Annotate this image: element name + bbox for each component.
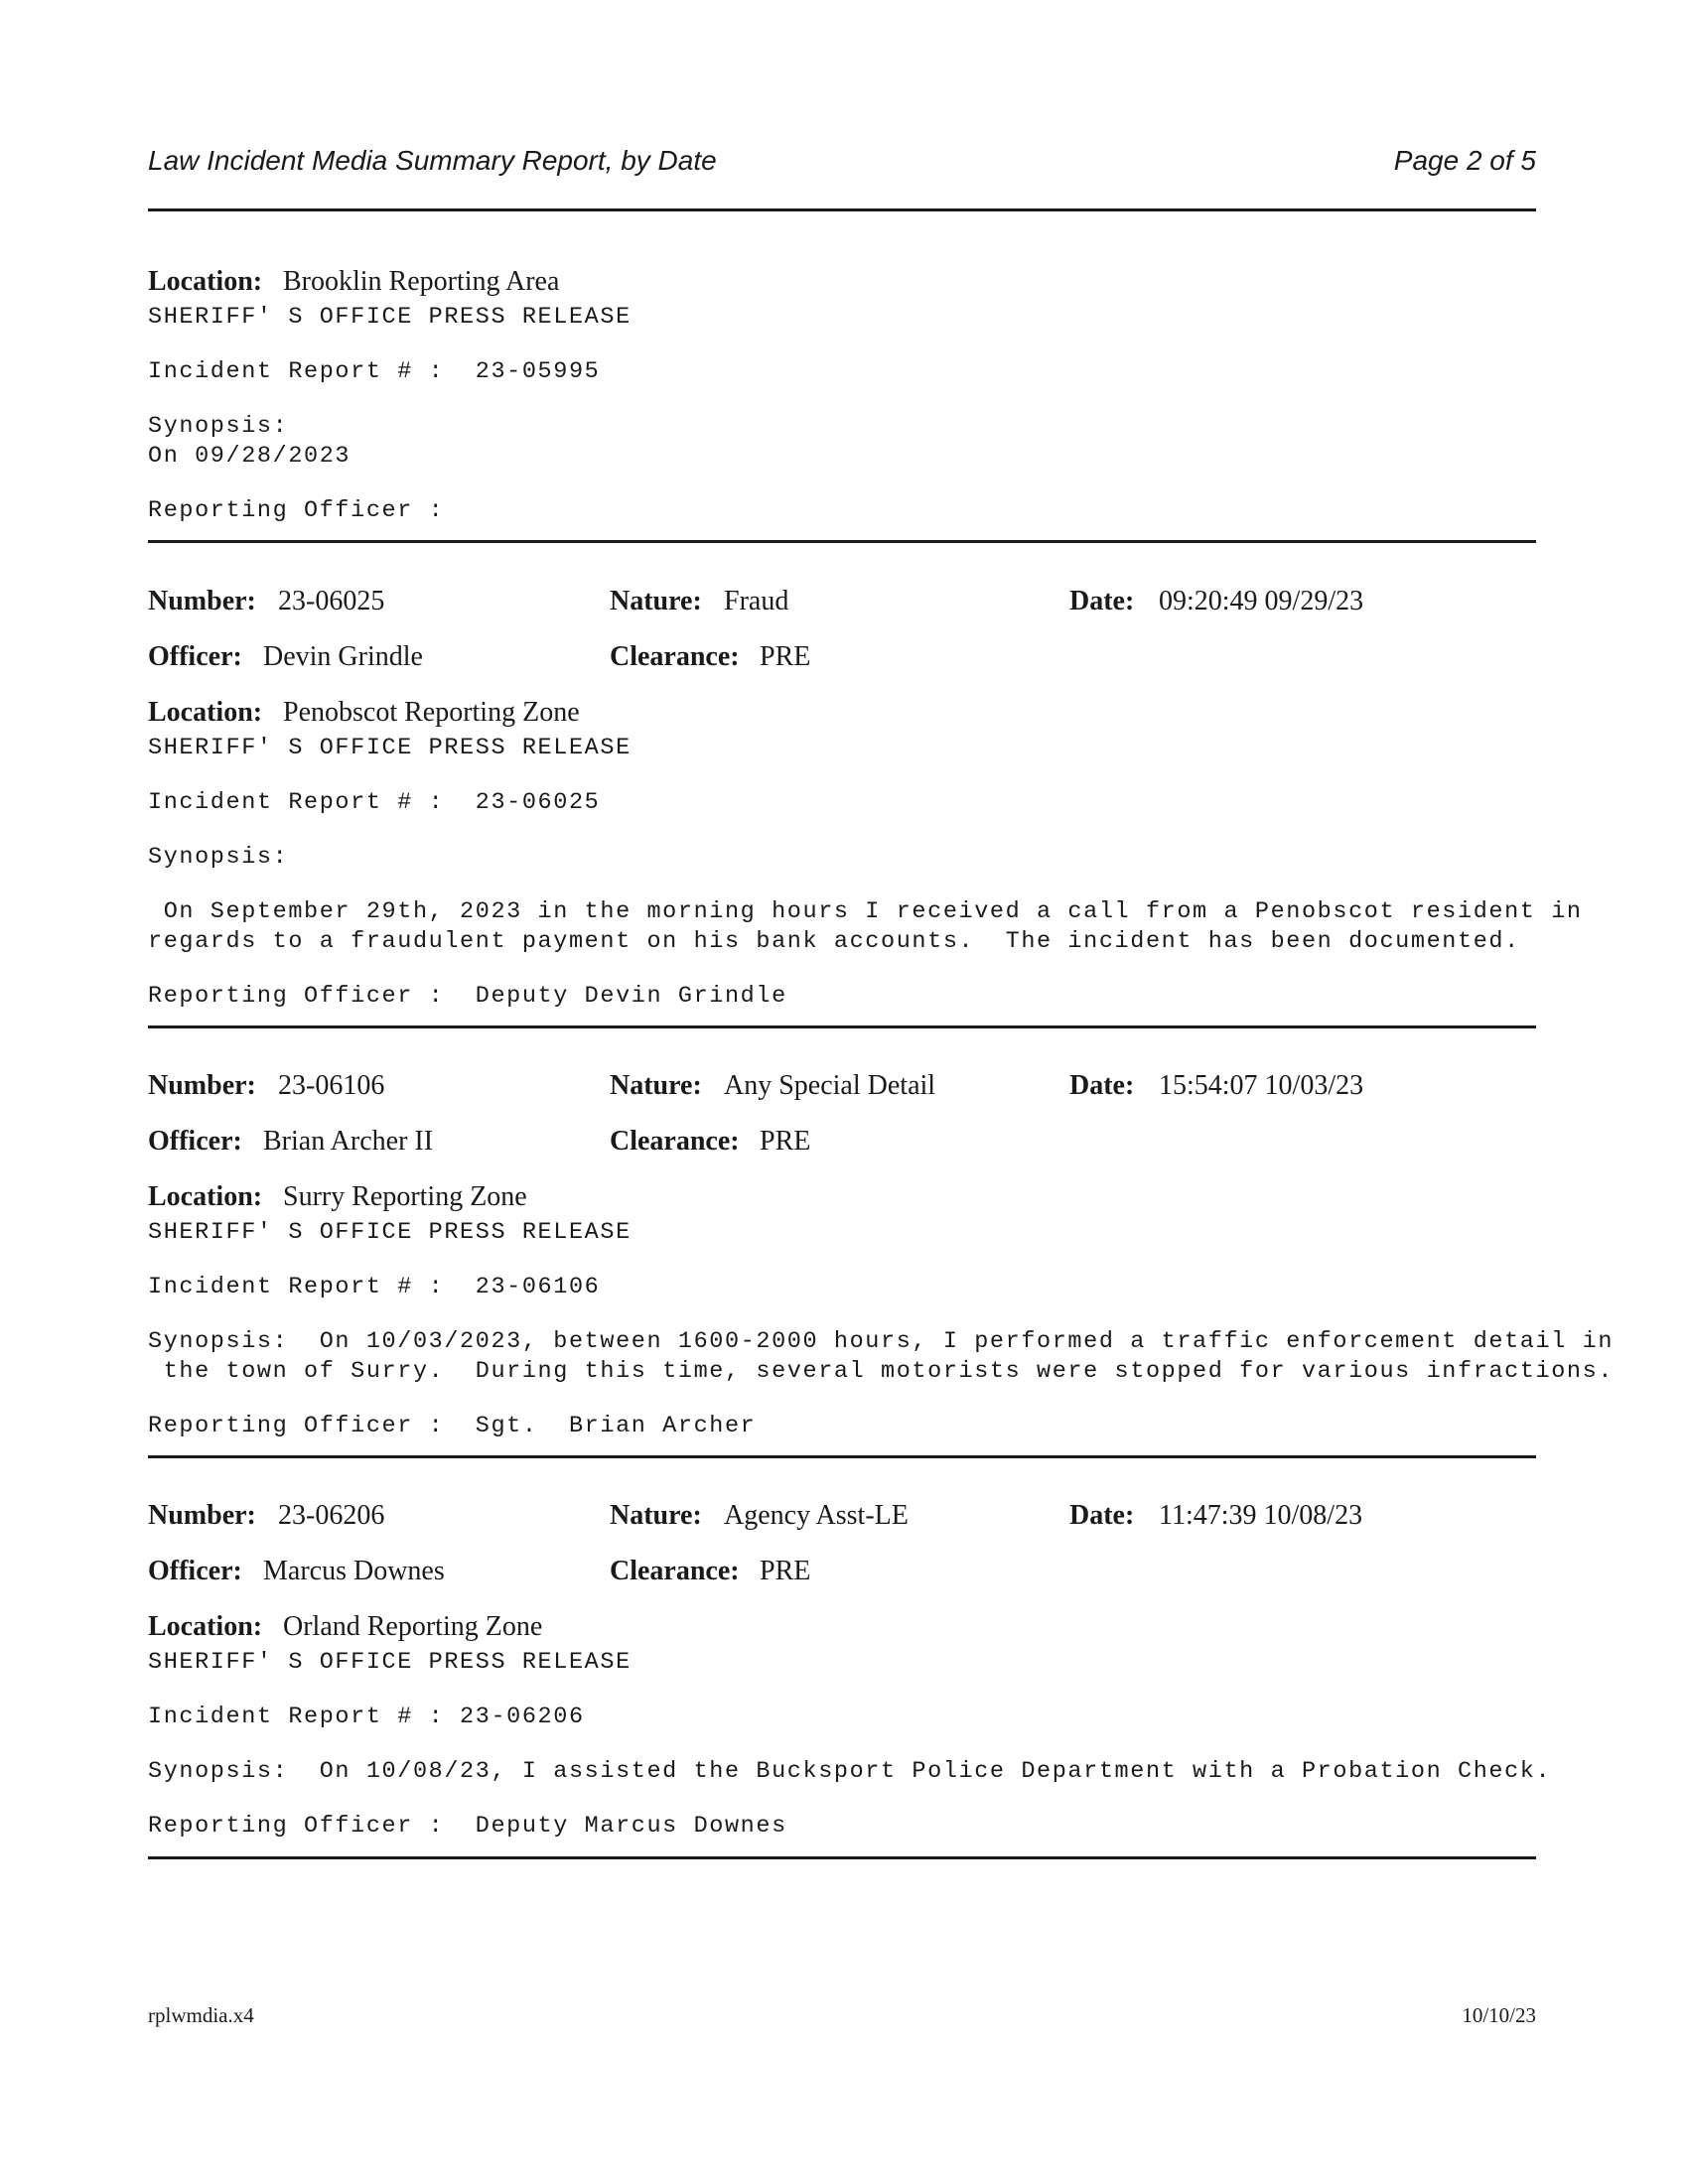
page-indicator: Page 2 of 5 [1393, 145, 1536, 176]
number-value: 23-06025 [278, 586, 385, 616]
nature-label: Nature: [610, 586, 702, 616]
record-divider [148, 1025, 1536, 1028]
synopsis-text-line-1: On September 29th, 2023 in the morning hours I received a call from a Penobscot resident in [148, 898, 1583, 925]
date-label: Date: [1069, 1500, 1135, 1531]
location-value: Orland Reporting Zone [283, 1611, 543, 1642]
record-divider [148, 1856, 1536, 1859]
incident-report-line: Incident Report # : 23-05995 [148, 358, 601, 385]
press-release-line: SHERIFF' S OFFICE PRESS RELEASE [148, 735, 632, 761]
nature-label: Nature: [610, 1500, 702, 1531]
record-divider [148, 540, 1536, 543]
location-value: Brooklin Reporting Area [283, 266, 560, 297]
date-label: Date: [1069, 586, 1135, 616]
officer-value: Marcus Downes [263, 1556, 445, 1586]
date-value: 09:20:49 09/29/23 [1159, 586, 1364, 616]
date-value: 15:54:07 10/03/23 [1159, 1070, 1364, 1101]
number-label: Number: [148, 1070, 256, 1101]
reporting-officer-line: Reporting Officer : Deputy Devin Grindle [148, 983, 787, 1010]
synopsis-label: Synopsis: [148, 844, 289, 871]
number-value: 23-06206 [278, 1500, 385, 1531]
report-title: Law Incident Media Summary Report, by Date [148, 145, 717, 176]
nature-value: Fraud [724, 586, 789, 616]
press-release-line: SHERIFF' S OFFICE PRESS RELEASE [148, 1219, 632, 1246]
number-value: 23-06106 [278, 1070, 385, 1101]
nature-label: Nature: [610, 1070, 702, 1101]
location-label: Location: [148, 697, 263, 728]
officer-label: Officer: [148, 1556, 242, 1586]
clearance-value: PRE [760, 1126, 811, 1157]
date-label: Date: [1069, 1070, 1135, 1101]
reporting-officer-line: Reporting Officer : Sgt. Brian Archer [148, 1413, 757, 1439]
incident-report-line: Incident Report # : 23-06106 [148, 1274, 601, 1300]
synopsis-text-line-2: the town of Surry. During this time, several motorists were stopped for various infractions. [148, 1358, 1615, 1385]
reporting-officer-line: Reporting Officer : [148, 497, 445, 524]
clearance-label: Clearance: [610, 1556, 740, 1586]
location-value: Surry Reporting Zone [283, 1181, 527, 1212]
incident-report-line: Incident Report # : 23-06206 [148, 1704, 585, 1730]
location-label: Location: [148, 1611, 263, 1642]
clearance-value: PRE [760, 1556, 811, 1586]
footer-print-date: 10/10/23 [1462, 2003, 1536, 2027]
officer-label: Officer: [148, 1126, 242, 1157]
nature-value: Agency Asst-LE [724, 1500, 909, 1531]
synopsis-text-line-1: Synopsis: On 10/03/2023, between 1600-2000 hours, I performed a traffic enforcement detail in [148, 1328, 1615, 1355]
clearance-label: Clearance: [610, 641, 740, 672]
header-divider [148, 208, 1536, 211]
number-label: Number: [148, 586, 256, 616]
reporting-officer-line: Reporting Officer : Deputy Marcus Downes [148, 1813, 787, 1840]
clearance-label: Clearance: [610, 1126, 740, 1157]
footer-report-code: rplwmdia.x4 [148, 2003, 254, 2027]
synopsis-text: On 09/28/2023 [148, 443, 352, 470]
officer-value: Brian Archer II [263, 1126, 434, 1157]
officer-label: Officer: [148, 641, 242, 672]
nature-value: Any Special Detail [724, 1070, 936, 1101]
number-label: Number: [148, 1500, 256, 1531]
location-label: Location: [148, 266, 263, 297]
date-value: 11:47:39 10/08/23 [1159, 1500, 1363, 1531]
synopsis-text-line-1: Synopsis: On 10/08/23, I assisted the Bucksport Police Department with a Probation Check. [148, 1758, 1552, 1785]
location-label: Location: [148, 1181, 263, 1212]
record-divider [148, 1455, 1536, 1458]
synopsis-text-line-2: regards to a fraudulent payment on his bank accounts. The incident has been documented. [148, 928, 1520, 955]
officer-value: Devin Grindle [263, 641, 423, 672]
clearance-value: PRE [760, 641, 811, 672]
press-release-line: SHERIFF' S OFFICE PRESS RELEASE [148, 1649, 632, 1676]
location-value: Penobscot Reporting Zone [283, 697, 580, 728]
press-release-line: SHERIFF' S OFFICE PRESS RELEASE [148, 304, 632, 331]
incident-report-line: Incident Report # : 23-06025 [148, 789, 601, 816]
synopsis-label: Synopsis: [148, 413, 289, 440]
